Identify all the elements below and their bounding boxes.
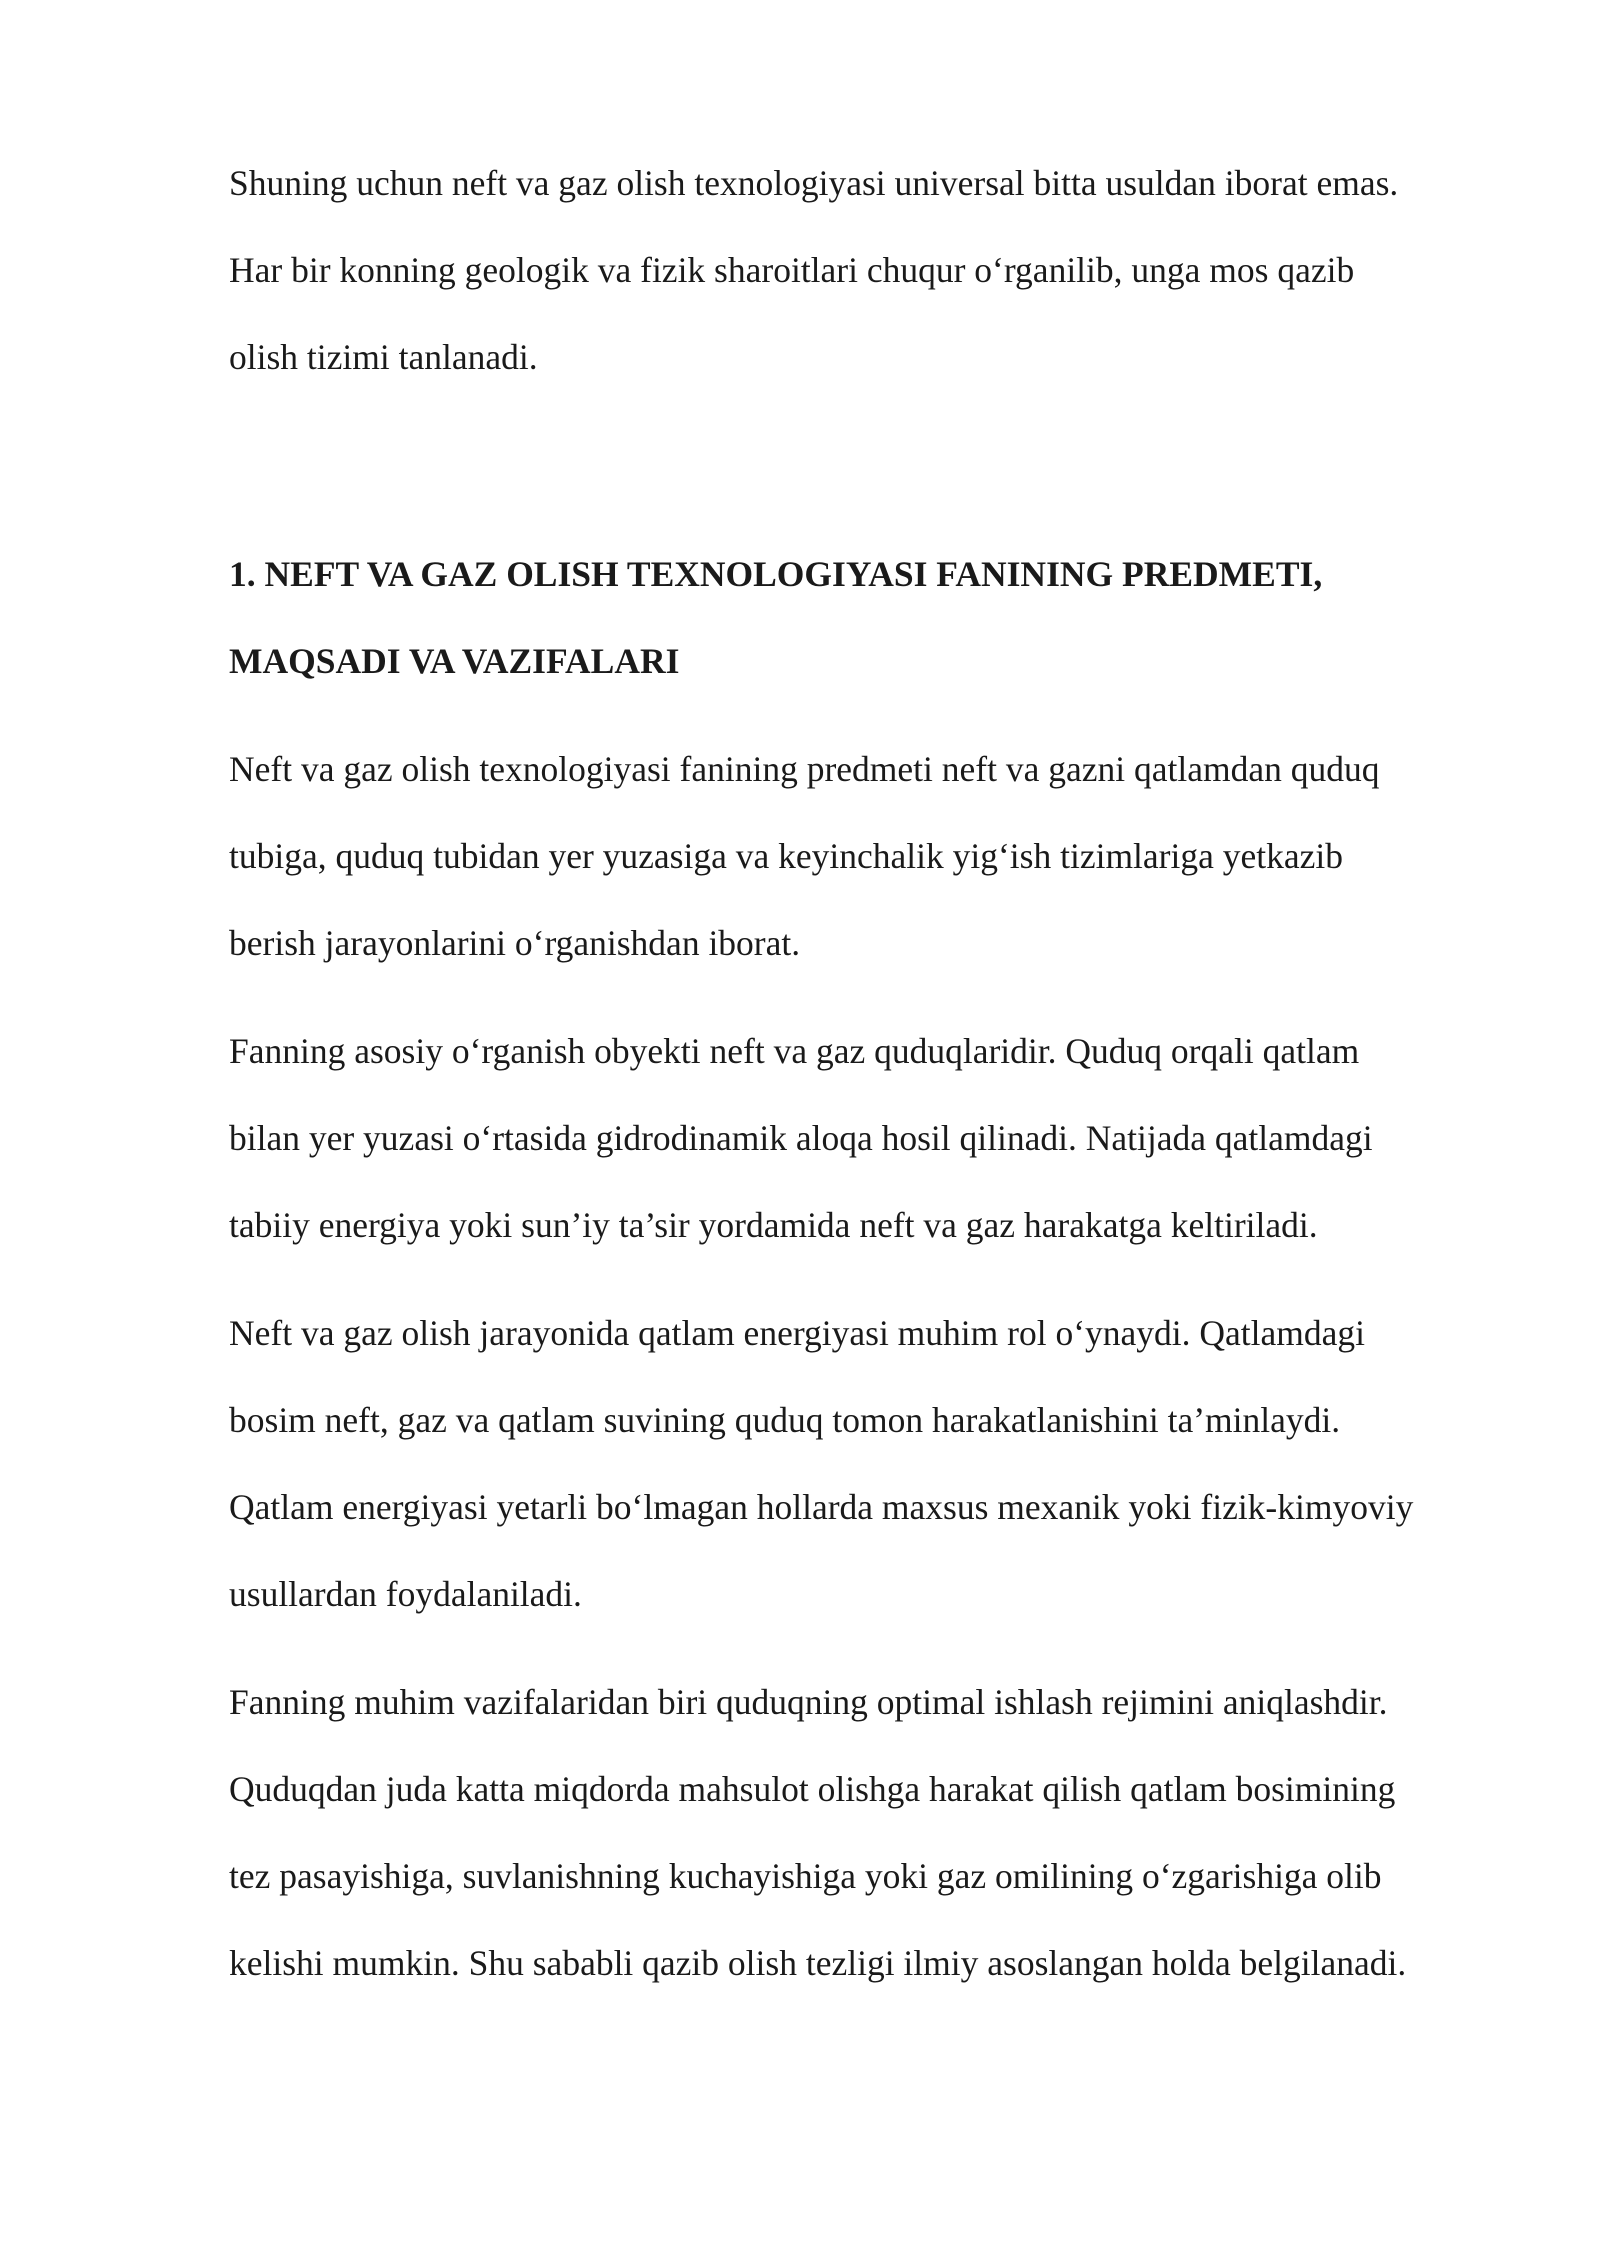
text-line: Quduqdan juda katta miqdorda mahsulot olishga harakat qilish qatlam bosimining: [229, 1769, 1396, 1809]
intro-paragraph: [229, 140, 1519, 401]
paragraph-tasks: [229, 1659, 1519, 2007]
text-line: Neft va gaz olish texnologiyasi fanining predmeti neft va gazni qatlamdan quduq: [229, 749, 1380, 789]
document-body: [229, 140, 1519, 2028]
text-line: Fanning muhim vazifalaridan biri quduqning optimal ishlash rejimini aniqlashdir.: [229, 1682, 1388, 1722]
text-line: berish jarayonlarini o‘rganishdan iborat.: [229, 923, 801, 963]
heading-line: MAQSADI VA VAZIFALARI: [229, 641, 680, 681]
text-line: Fanning asosiy o‘rganish obyekti neft va gaz quduqlaridir. Quduq orqali qatlam: [229, 1031, 1360, 1071]
text-line: Shuning uchun neft va gaz olish texnologiyasi universal bitta usuldan iborat emas.: [229, 163, 1399, 203]
text-line: tabiiy energiya yoki sun’iy ta’sir yordamida neft va gaz harakatga keltiriladi.: [229, 1205, 1318, 1245]
text-line: tubiga, quduq tubidan yer yuzasiga va keyinchalik yig‘ish tizimlariga yetkazib: [229, 836, 1343, 876]
section-heading: [229, 531, 1519, 705]
paragraph-energy: [229, 1290, 1519, 1638]
paragraph-subject: [229, 726, 1519, 987]
text-line: Neft va gaz olish jarayonida qatlam energiyasi muhim rol o‘ynaydi. Qatlamdagi: [229, 1313, 1365, 1353]
paragraph-object: [229, 1008, 1519, 1269]
text-line: Har bir konning geologik va fizik sharoitlari chuqur o‘rganilib, unga mos qazib: [229, 250, 1355, 290]
text-line: usullardan foydalaniladi.: [229, 1574, 582, 1614]
text-line: Qatlam energiyasi yetarli bo‘lmagan hollarda maxsus mexanik yoki fizik-kimyoviy: [229, 1487, 1414, 1527]
text-line: bilan yer yuzasi o‘rtasida gidrodinamik aloqa hosil qilinadi. Natijada qatlamdagi: [229, 1118, 1373, 1158]
heading-line: 1. NEFT VA GAZ OLISH TEXNOLOGIYASI FANINING PREDMETI,: [229, 554, 1323, 594]
text-line: olish tizimi tanlanadi.: [229, 337, 538, 377]
text-line: tez pasayishiga, suvlanishning kuchayishiga yoki gaz omilining o‘zgarishiga olib: [229, 1856, 1382, 1896]
text-line: bosim neft, gaz va qatlam suvining quduq tomon harakatlanishini ta’minlaydi.: [229, 1400, 1341, 1440]
text-line: kelishi mumkin. Shu sababli qazib olish tezligi ilmiy asoslangan holda belgilanadi.: [229, 1943, 1407, 1983]
